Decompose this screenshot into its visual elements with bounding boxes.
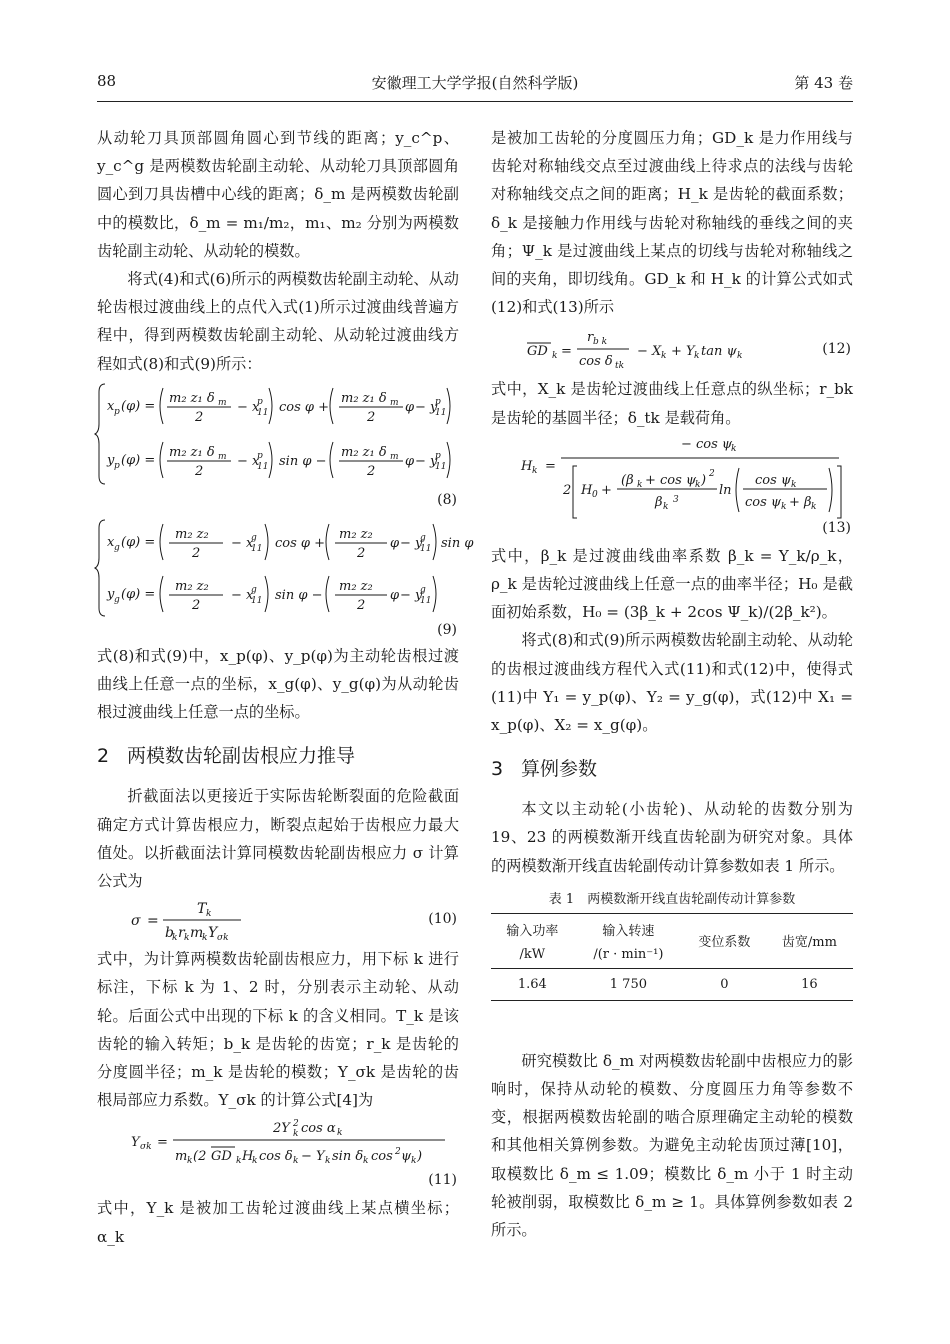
- svg-text:− y: − y: [415, 453, 438, 469]
- svg-text:T: T: [197, 901, 207, 918]
- svg-text:Y: Y: [208, 925, 218, 942]
- svg-text:2: 2: [563, 482, 572, 498]
- svg-text:− y: − y: [400, 587, 423, 603]
- svg-text:m₂ z₂: m₂ z₂: [175, 578, 209, 594]
- svg-text:11: 11: [251, 543, 263, 554]
- table-1-header-row: [491, 913, 853, 968]
- svg-text:m₂ z₁ δ: m₂ z₁ δ: [341, 390, 387, 406]
- section-2-title: 两模数齿轮副齿根应力推导: [127, 745, 356, 768]
- equation-12: [491, 325, 853, 375]
- section-3-title: 算例参数: [521, 758, 598, 781]
- svg-text:k: k: [325, 1156, 331, 1167]
- equation-9-number: (9): [437, 621, 457, 638]
- svg-text:m: m: [190, 925, 204, 942]
- svg-text:x: x: [107, 534, 115, 550]
- svg-text:tan ψ: tan ψ: [701, 344, 737, 360]
- equation-10-graphic: [97, 895, 397, 945]
- svg-text:2: 2: [192, 545, 201, 561]
- svg-text:2: 2: [192, 597, 201, 613]
- svg-text:2: 2: [367, 463, 376, 479]
- svg-text:k: k: [532, 465, 538, 476]
- header-rule: [97, 101, 853, 102]
- svg-text:ln: ln: [719, 482, 732, 498]
- svg-text:cos: cos: [371, 1149, 393, 1165]
- svg-text:m: m: [175, 1149, 188, 1165]
- svg-text:k: k: [663, 501, 669, 512]
- page-header: [97, 68, 853, 96]
- svg-text:cos ψ: cos ψ: [755, 472, 792, 488]
- right-paragraph-3: 式中，β_k 是过渡曲线曲率系数 β_k = Y_k/ρ_k，ρ_k 是齿轮过渡曲线上任意一点的曲率半径；H₀ 是截面初始系数，H₀ = (3β_k + 2cos Ψ_k)/(2β_k²)。: [491, 546, 853, 622]
- left-paragraph-5: 式中，为计算两模数齿轮副齿根应力，用下标 k 进行标注，下标 k 为 1、2 时，分别表示主动轮、从动轮。后面公式中出现的下标 k 的含义相同。T_k 是该齿轮的输入转矩；b_k 是齿轮的齿宽；r_k 是齿轮的分度圆半径；m_k 是齿轮的模数；Y_σk 是齿轮的齿根局部应力系数。Y_σk 的计算公式[4]为: [97, 950, 459, 1110]
- svg-text:σk: σk: [140, 1142, 152, 1153]
- section-3-heading: [491, 757, 853, 781]
- svg-text:H: H: [581, 482, 593, 498]
- svg-text:11: 11: [420, 595, 432, 606]
- svg-text:p: p: [114, 460, 120, 471]
- svg-text:Y: Y: [131, 1135, 140, 1151]
- svg-text:+ β: + β: [789, 494, 812, 510]
- svg-text:y: y: [107, 452, 115, 468]
- equation-10-number: (10): [428, 911, 457, 928]
- svg-text:k: k: [791, 479, 797, 490]
- table-1-header-shift: 变位系数: [683, 913, 766, 968]
- svg-text:p: p: [435, 396, 441, 407]
- svg-text:sin δ: sin δ: [332, 1149, 364, 1165]
- left-paragraph-4: 折截面法以更接近于实际齿轮断裂面的危险截面确定方式计算齿根应力，断裂点起始于齿根应力最大值处。以折截面法计算同模数齿轮副齿根应力 σ 计算公式为: [97, 787, 459, 891]
- right-paragraph-1: 是被加工齿轮的分度圆压力角；GD_k 是力作用线与齿轮对称轴线交点至过渡曲线上待求点的法线与齿轮对称轴线交点之间的距离；H_k 是齿轮的截面系数；δ_k 是接触力作用线与齿轮对称轴线的垂线之间的夹角；Ψ_k 是过渡曲线上某点的切线与齿轮对称轴线之间的夹角，即切线角。GD_k 和 H_k 的计算公式如式(12)和式(13)所示: [491, 129, 853, 317]
- svg-text:=: =: [157, 1135, 168, 1151]
- svg-text:β: β: [655, 494, 663, 510]
- journal-title: 安徽理工大学学报(自然科学版): [371, 74, 579, 92]
- svg-text:0: 0: [592, 489, 598, 500]
- table-row: [491, 968, 853, 1000]
- svg-text:=: =: [561, 344, 572, 360]
- svg-text:p: p: [114, 406, 120, 417]
- svg-text:k: k: [363, 1156, 369, 1167]
- volume-label: 第 43 卷: [794, 74, 853, 92]
- left-paragraph-6: 式中，Y_k 是被加工齿轮过渡曲线上某点横坐标；α_k: [97, 1199, 459, 1246]
- table-1-header-power-unit: /kW: [519, 946, 546, 962]
- svg-text:k: k: [637, 479, 643, 490]
- svg-text:k: k: [411, 1156, 417, 1167]
- svg-text:k: k: [552, 351, 558, 362]
- svg-text:sin φ −: sin φ −: [279, 453, 327, 469]
- svg-text:sin φ: sin φ: [441, 535, 474, 551]
- svg-text:(2: (2: [193, 1149, 207, 1165]
- equation-10: [97, 895, 459, 945]
- svg-text:GD: GD: [211, 1149, 232, 1165]
- svg-text:r: r: [178, 925, 185, 942]
- svg-text:k: k: [184, 933, 190, 944]
- svg-text:k: k: [731, 443, 737, 454]
- svg-text:11: 11: [257, 407, 269, 418]
- svg-text:cos φ +: cos φ +: [275, 535, 326, 551]
- right-column: [491, 124, 853, 1244]
- svg-text:tk: tk: [615, 361, 625, 372]
- svg-text:− X: − X: [637, 344, 662, 360]
- svg-text:k: k: [206, 909, 212, 920]
- svg-text:m₂ z₂: m₂ z₂: [339, 526, 373, 542]
- svg-text:m₂ z₁ δ: m₂ z₁ δ: [169, 444, 215, 460]
- svg-text:2: 2: [195, 463, 204, 479]
- svg-text:2: 2: [367, 409, 376, 425]
- equation-11-number: (11): [428, 1172, 457, 1189]
- left-paragraph-2: 将式(4)和式(6)所示的两模数齿轮副主动轮、从动轮齿根过渡曲线上的点代入式(1)所示过渡曲线普遍方程中，得到两模数齿轮副主动轮、从动轮过渡曲线方程如式(8)和式(9)所示：: [97, 270, 459, 373]
- equation-13-number: (13): [822, 519, 851, 536]
- svg-text:cos ψ: cos ψ: [745, 494, 782, 510]
- svg-text:k: k: [694, 351, 700, 362]
- svg-text:3: 3: [673, 494, 679, 505]
- svg-text:k: k: [781, 501, 787, 512]
- svg-text:m: m: [218, 397, 227, 408]
- svg-text:g: g: [114, 542, 120, 553]
- svg-text:): ): [701, 472, 707, 488]
- svg-text:g: g: [420, 584, 426, 595]
- table-1-cell-speed: 1 750: [574, 968, 683, 1000]
- left-column: [97, 124, 474, 1251]
- svg-text:− cos ψ: − cos ψ: [681, 436, 733, 452]
- svg-text:11: 11: [257, 461, 269, 472]
- page-number: 88: [97, 72, 117, 90]
- equation-13-graphic: [491, 432, 853, 522]
- section-2-number: 2: [97, 745, 110, 768]
- svg-text:): ): [417, 1149, 423, 1165]
- section-2-heading: [97, 744, 459, 768]
- table-1-header-power-label: 输入功率: [506, 923, 559, 939]
- svg-text:2Y: 2Y: [273, 1121, 290, 1137]
- svg-text:m: m: [390, 451, 399, 462]
- svg-text:(φ) =: (φ) =: [121, 534, 156, 550]
- equation-13: [491, 432, 853, 542]
- left-paragraph-1: 从动轮刀具顶部圆角圆心到节线的距离；y_c^p、y_c^g 是两模数齿轮副主动轮、从动轮刀具顶部圆角圆心到刀具齿槽中心线的距离；δ_m 是两模数齿轮副中的模数比，δ_m = m₁/m₂，m₁、m₂ 分别为两模数齿轮副主动轮、从动轮的模数。: [97, 129, 459, 260]
- equation-8: [97, 378, 459, 510]
- svg-text:g: g: [420, 532, 426, 543]
- svg-text:2: 2: [357, 545, 366, 561]
- svg-text:k: k: [337, 1128, 343, 1139]
- svg-text:φ: φ: [390, 535, 400, 551]
- svg-text:11: 11: [251, 595, 263, 606]
- svg-text:g: g: [114, 594, 120, 605]
- svg-text:cos δ: cos δ: [259, 1149, 293, 1165]
- svg-text:=: =: [147, 913, 159, 930]
- svg-text:r: r: [587, 330, 594, 346]
- svg-text:− x: − x: [231, 587, 254, 603]
- svg-text:σ: σ: [131, 913, 141, 930]
- svg-text:(φ) =: (φ) =: [121, 452, 156, 468]
- table-1-caption: 表 1 两模数渐开线直齿轮副传动计算参数: [548, 891, 796, 907]
- equation-9-graphic: [97, 516, 474, 620]
- svg-text:k: k: [695, 479, 701, 490]
- svg-text:k: k: [187, 1156, 193, 1167]
- svg-text:g: g: [251, 584, 257, 595]
- right-paragraph-4: 将式(8)和式(9)所示两模数齿轮副主动轮、从动轮的齿根过渡曲线方程代入式(11)和式(12)中，使得式(11)中 Y₁ = y_p(φ)、Y₂ = y_g(φ)，式(12)中 X₁ = x_p(φ)、X₂ = x_g(φ)。: [491, 631, 853, 735]
- svg-text:m₂ z₂: m₂ z₂: [339, 578, 373, 594]
- svg-text:H: H: [242, 1149, 254, 1165]
- svg-text:k: k: [737, 351, 743, 362]
- svg-text:y: y: [107, 586, 115, 602]
- svg-text:φ: φ: [390, 587, 400, 603]
- svg-text:cos δ: cos δ: [579, 354, 613, 370]
- svg-text:m: m: [390, 397, 399, 408]
- svg-text:(β: (β: [621, 472, 634, 488]
- right-paragraph-2: 式中，X_k 是齿轮过渡曲线上任意点的纵坐标；r_bk 是齿轮的基圆半径；δ_tk 是载荷角。: [491, 380, 853, 427]
- table-1-cell-width: 16: [766, 968, 853, 1000]
- right-paragraph-5: 本文以主动轮(小齿轮)、从动轮的齿数分别为 19、23 的两模数渐开线直齿轮副为研究对象。具体的两模数渐开线直齿轮副传动计算参数如表 1 所示。: [491, 800, 853, 875]
- svg-text:m₂ z₂: m₂ z₂: [175, 526, 209, 542]
- svg-text:m: m: [218, 451, 227, 462]
- svg-text:− x: − x: [237, 453, 260, 469]
- svg-text:+ Y: + Y: [671, 344, 695, 360]
- svg-text:+: +: [601, 482, 612, 498]
- table-1-header-speed: [574, 913, 683, 968]
- svg-text:ψ: ψ: [401, 1149, 412, 1165]
- svg-text:x: x: [107, 398, 115, 414]
- left-paragraph-3: 式(8)和式(9)中，x_p(φ)、y_p(φ)为主动轮齿根过渡曲线上任意一点的坐标，x_g(φ)、y_g(φ)为从动轮齿根过渡曲线上任意一点的坐标。: [97, 646, 459, 722]
- svg-text:=: =: [545, 458, 556, 474]
- svg-text:b k: b k: [593, 337, 608, 348]
- svg-text:k: k: [293, 1129, 299, 1140]
- right-paragraph-6: 研究模数比 δ_m 对两模数齿轮副中齿根应力的影响时，保持从动轮的模数、分度圆压力角等参数不变，根据两模数齿轮副的啮合原理确定主动轮的模数和其他相关算例参数。为避免主动轮齿顶过薄[10]，取模数比 δ_m ≤ 1.09；模数比 δ_m 小于 1 时主动轮被削弱，取模数比 δ_m ≥ 1。具体算例参数如表 2 所示。: [491, 1051, 853, 1240]
- svg-text:φ: φ: [405, 453, 415, 469]
- svg-text:g: g: [251, 532, 257, 543]
- svg-text:m₂ z₁ δ: m₂ z₁ δ: [169, 390, 215, 406]
- svg-text:k: k: [236, 1156, 242, 1167]
- svg-text:cos α: cos α: [301, 1121, 336, 1137]
- table-1-cell-power: 1.64: [491, 968, 574, 1000]
- equation-11: [97, 1114, 459, 1194]
- svg-text:2: 2: [395, 1147, 401, 1158]
- svg-text:p: p: [257, 450, 263, 461]
- svg-text:k: k: [293, 1156, 299, 1167]
- equation-12-graphic: [491, 325, 791, 375]
- svg-text:− Y: − Y: [301, 1149, 325, 1165]
- table-1-header-width: 齿宽/mm: [766, 913, 853, 968]
- svg-text:GD: GD: [527, 344, 548, 360]
- equation-8-number: (8): [437, 491, 457, 508]
- svg-text:p: p: [435, 450, 441, 461]
- svg-text:H: H: [521, 458, 533, 474]
- svg-text:k: k: [252, 1156, 258, 1167]
- svg-text:2: 2: [293, 1119, 299, 1130]
- svg-text:k: k: [661, 351, 667, 362]
- equation-11-graphic: [97, 1114, 459, 1174]
- equation-8-graphic: [97, 378, 459, 490]
- svg-text:2: 2: [709, 468, 715, 479]
- svg-text:k: k: [202, 933, 208, 944]
- table-1: [491, 913, 853, 1001]
- svg-text:2: 2: [357, 597, 366, 613]
- svg-text:(φ) =: (φ) =: [121, 398, 156, 414]
- svg-text:k: k: [172, 933, 178, 944]
- svg-text:φ: φ: [405, 399, 415, 415]
- svg-text:σk: σk: [217, 933, 229, 944]
- table-1-cell-shift: 0: [683, 968, 766, 1000]
- svg-text:2: 2: [195, 409, 204, 425]
- equation-12-number: (12): [822, 341, 851, 358]
- svg-text:p: p: [257, 396, 263, 407]
- svg-text:− x: − x: [231, 535, 254, 551]
- section-3-number: 3: [491, 758, 504, 781]
- svg-text:11: 11: [435, 407, 447, 418]
- table-1-header-speed-unit: /(r · min⁻¹): [593, 946, 664, 962]
- svg-text:11: 11: [420, 543, 432, 554]
- svg-text:− x: − x: [237, 399, 260, 415]
- svg-text:k: k: [811, 501, 817, 512]
- svg-text:sin φ −: sin φ −: [275, 587, 323, 603]
- table-1-header-power: [491, 913, 574, 968]
- svg-text:− y: − y: [400, 535, 423, 551]
- table-1-header-speed-label: 输入转速: [602, 923, 655, 939]
- svg-text:m₂ z₁ δ: m₂ z₁ δ: [341, 444, 387, 460]
- svg-text:cos φ +: cos φ +: [279, 399, 330, 415]
- svg-text:(φ) =: (φ) =: [121, 586, 156, 602]
- svg-text:+ cos ψ: + cos ψ: [645, 472, 697, 488]
- equation-9: [97, 516, 474, 640]
- svg-text:11: 11: [435, 461, 447, 472]
- svg-text:− y: − y: [415, 399, 438, 415]
- svg-text:b: b: [165, 925, 174, 942]
